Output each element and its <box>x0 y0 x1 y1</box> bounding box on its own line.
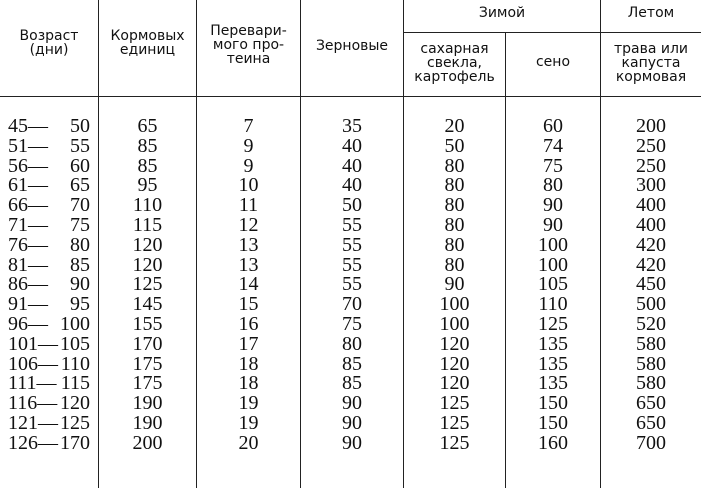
cell-feed: 115 <box>132 213 163 236</box>
header-protein: Перевари- мого про- теина <box>210 23 287 67</box>
cell-feed: 65 <box>137 115 158 137</box>
cell-beet: 80 <box>444 213 465 236</box>
cell-grain: 75 <box>342 312 362 335</box>
table-row <box>0 433 701 453</box>
cell-grain: 55 <box>342 233 362 256</box>
cell-hay: 60 <box>543 115 563 137</box>
header-grain: Зерновые <box>315 38 389 54</box>
age-from: 96— <box>8 312 48 335</box>
age-from: 71— <box>8 213 48 236</box>
cell-age <box>8 156 90 176</box>
age-to: 70 <box>70 194 90 217</box>
age-from: 45— <box>8 115 48 137</box>
cell-age <box>8 354 90 374</box>
header-hay: сено <box>535 54 571 70</box>
age-to: 95 <box>70 293 90 316</box>
cell-feed: 145 <box>132 293 163 316</box>
cell-grass: 500 <box>636 293 666 316</box>
cell-hay: 90 <box>543 213 563 236</box>
cell-beet: 80 <box>444 194 465 217</box>
cell-hay: 135 <box>538 332 568 355</box>
table-row <box>0 314 701 334</box>
age-from: 101— <box>8 332 58 355</box>
table-body <box>0 116 701 453</box>
age-to: 115 <box>60 372 90 395</box>
age-from: 86— <box>8 273 48 296</box>
table-row <box>0 274 701 294</box>
cell-grain: 90 <box>342 392 362 415</box>
cell-hay: 105 <box>538 273 568 296</box>
age-from: 51— <box>8 134 48 157</box>
cell-grass: 520 <box>636 312 666 335</box>
cell-protein: 13 <box>238 233 259 256</box>
cell-feed: 175 <box>132 372 163 395</box>
cell-hay: 150 <box>538 411 568 434</box>
summer-group-rule <box>600 32 701 33</box>
age-from: 121— <box>8 411 58 434</box>
cell-hay: 160 <box>538 431 568 454</box>
table-row <box>0 195 701 215</box>
cell-feed: 125 <box>132 273 163 296</box>
table-row <box>0 373 701 393</box>
header-bottom-rule <box>0 96 701 97</box>
cell-grass: 200 <box>636 115 666 137</box>
cell-protein: 12 <box>238 213 259 236</box>
table-row <box>0 255 701 275</box>
cell-age <box>8 334 90 354</box>
age-to: 100 <box>60 312 90 335</box>
cell-grass: 400 <box>636 213 666 236</box>
cell-hay: 135 <box>538 352 568 375</box>
cell-protein: 10 <box>238 174 259 197</box>
age-from: 126— <box>8 431 58 454</box>
cell-beet: 100 <box>439 312 470 335</box>
cell-grain: 85 <box>342 372 362 395</box>
age-to: 120 <box>60 392 90 415</box>
age-to: 50 <box>70 115 90 137</box>
header-grass: трава или капуста кормовая <box>613 41 689 85</box>
cell-hay: 100 <box>538 253 568 276</box>
age-to: 125 <box>60 411 90 434</box>
table-row <box>0 175 701 195</box>
cell-hay: 150 <box>538 392 568 415</box>
age-from: 76— <box>8 233 48 256</box>
age-from: 106— <box>8 352 58 375</box>
cell-age <box>8 175 90 195</box>
cell-protein: 15 <box>238 293 259 316</box>
age-from: 56— <box>8 154 48 177</box>
cell-protein: 19 <box>238 392 259 415</box>
cell-grass: 580 <box>636 332 666 355</box>
cell-grass: 250 <box>636 154 666 177</box>
cell-age <box>8 373 90 393</box>
age-to: 80 <box>70 233 90 256</box>
age-to: 60 <box>70 154 90 177</box>
cell-beet: 125 <box>439 392 470 415</box>
table-row <box>0 156 701 176</box>
cell-grain: 85 <box>342 352 362 375</box>
table-row <box>0 116 701 136</box>
age-from: 111— <box>8 372 57 395</box>
cell-grass: 420 <box>636 233 666 256</box>
table-row <box>0 413 701 433</box>
cell-protein: 20 <box>238 431 259 454</box>
cell-feed: 170 <box>132 332 163 355</box>
cell-grass: 400 <box>636 194 666 217</box>
cell-hay: 110 <box>538 293 568 316</box>
age-to: 170 <box>60 431 90 454</box>
cell-grain: 40 <box>342 134 362 157</box>
cell-grain: 80 <box>342 332 362 355</box>
cell-grass: 650 <box>636 392 666 415</box>
cell-grain: 40 <box>342 154 362 177</box>
cell-grain: 90 <box>342 431 362 454</box>
age-to: 75 <box>70 213 90 236</box>
cell-age <box>8 235 90 255</box>
cell-beet: 20 <box>444 115 465 137</box>
cell-beet: 50 <box>444 134 465 157</box>
cell-age <box>8 116 90 136</box>
cell-age <box>8 393 90 413</box>
cell-hay: 135 <box>538 372 568 395</box>
cell-grass: 420 <box>636 253 666 276</box>
age-to: 110 <box>60 352 90 375</box>
cell-grain: 70 <box>342 293 362 316</box>
age-from: 61— <box>8 174 48 197</box>
age-from: 116— <box>8 392 58 415</box>
cell-age <box>8 136 90 156</box>
table-row <box>0 354 701 374</box>
cell-grain: 55 <box>342 273 362 296</box>
cell-protein: 9 <box>243 154 254 177</box>
cell-feed: 190 <box>132 392 163 415</box>
age-from: 91— <box>8 293 48 316</box>
cell-grass: 700 <box>636 431 666 454</box>
cell-age <box>8 314 90 334</box>
cell-grass: 250 <box>636 134 666 157</box>
cell-feed: 120 <box>132 253 163 276</box>
age-from: 81— <box>8 253 48 276</box>
cell-age <box>8 433 90 453</box>
cell-hay: 125 <box>538 312 568 335</box>
table-row <box>0 294 701 314</box>
cell-grass: 580 <box>636 352 666 375</box>
cell-beet: 80 <box>444 253 465 276</box>
cell-grain: 35 <box>342 115 362 137</box>
cell-feed: 155 <box>132 312 163 335</box>
age-from: 66— <box>8 194 48 217</box>
cell-grain: 90 <box>342 411 362 434</box>
table-row <box>0 215 701 235</box>
header-beet: сахарная свекла, картофель <box>414 41 495 85</box>
cell-feed: 190 <box>132 411 163 434</box>
cell-hay: 75 <box>543 154 563 177</box>
cell-grass: 450 <box>636 273 666 296</box>
cell-grain: 55 <box>342 213 362 236</box>
cell-age <box>8 274 90 294</box>
cell-feed: 200 <box>132 431 163 454</box>
cell-protein: 9 <box>243 134 254 157</box>
cell-feed: 85 <box>137 134 158 157</box>
cell-hay: 80 <box>543 174 563 197</box>
cell-beet: 80 <box>444 233 465 256</box>
cell-feed: 110 <box>132 194 163 217</box>
cell-protein: 17 <box>238 332 259 355</box>
cell-protein: 18 <box>238 372 259 395</box>
cell-age <box>8 413 90 433</box>
cell-beet: 100 <box>439 293 470 316</box>
cell-grain: 55 <box>342 253 362 276</box>
cell-protein: 13 <box>238 253 259 276</box>
cell-grain: 40 <box>342 174 362 197</box>
cell-age <box>8 255 90 275</box>
cell-beet: 90 <box>444 273 465 296</box>
age-to: 85 <box>70 253 90 276</box>
cell-grass: 650 <box>636 411 666 434</box>
table-row <box>0 235 701 255</box>
cell-age <box>8 195 90 215</box>
cell-age <box>8 294 90 314</box>
cell-beet: 80 <box>444 174 465 197</box>
table-row <box>0 334 701 354</box>
cell-protein: 16 <box>238 312 259 335</box>
cell-hay: 100 <box>538 233 568 256</box>
cell-protein: 19 <box>238 411 259 434</box>
cell-beet: 120 <box>439 352 470 375</box>
cell-protein: 14 <box>238 273 259 296</box>
table-row <box>0 136 701 156</box>
cell-hay: 74 <box>543 134 563 157</box>
cell-beet: 80 <box>444 154 465 177</box>
header-feed-units: Кормовых единиц <box>110 28 185 58</box>
cell-feed: 175 <box>132 352 163 375</box>
age-to: 105 <box>60 332 90 355</box>
cell-protein: 7 <box>243 115 254 137</box>
table-row <box>0 393 701 413</box>
cell-grain: 50 <box>342 194 362 217</box>
header-age: Возраст (дни) <box>19 28 79 58</box>
cell-beet: 120 <box>439 372 470 395</box>
age-to: 55 <box>70 134 90 157</box>
cell-protein: 11 <box>238 194 259 217</box>
winter-group-rule <box>403 32 600 33</box>
age-to: 90 <box>70 273 90 296</box>
cell-grass: 580 <box>636 372 666 395</box>
cell-grass: 300 <box>636 174 666 197</box>
cell-beet: 120 <box>439 332 470 355</box>
cell-feed: 95 <box>137 174 158 197</box>
cell-protein: 18 <box>238 352 259 375</box>
age-to: 65 <box>70 174 90 197</box>
cell-age <box>8 215 90 235</box>
header-summer: Летом <box>627 5 675 21</box>
cell-feed: 120 <box>132 233 163 256</box>
cell-beet: 125 <box>439 431 470 454</box>
cell-hay: 90 <box>543 194 563 217</box>
cell-beet: 125 <box>439 411 470 434</box>
header-winter: Зимой <box>478 5 526 21</box>
cell-feed: 85 <box>137 154 158 177</box>
